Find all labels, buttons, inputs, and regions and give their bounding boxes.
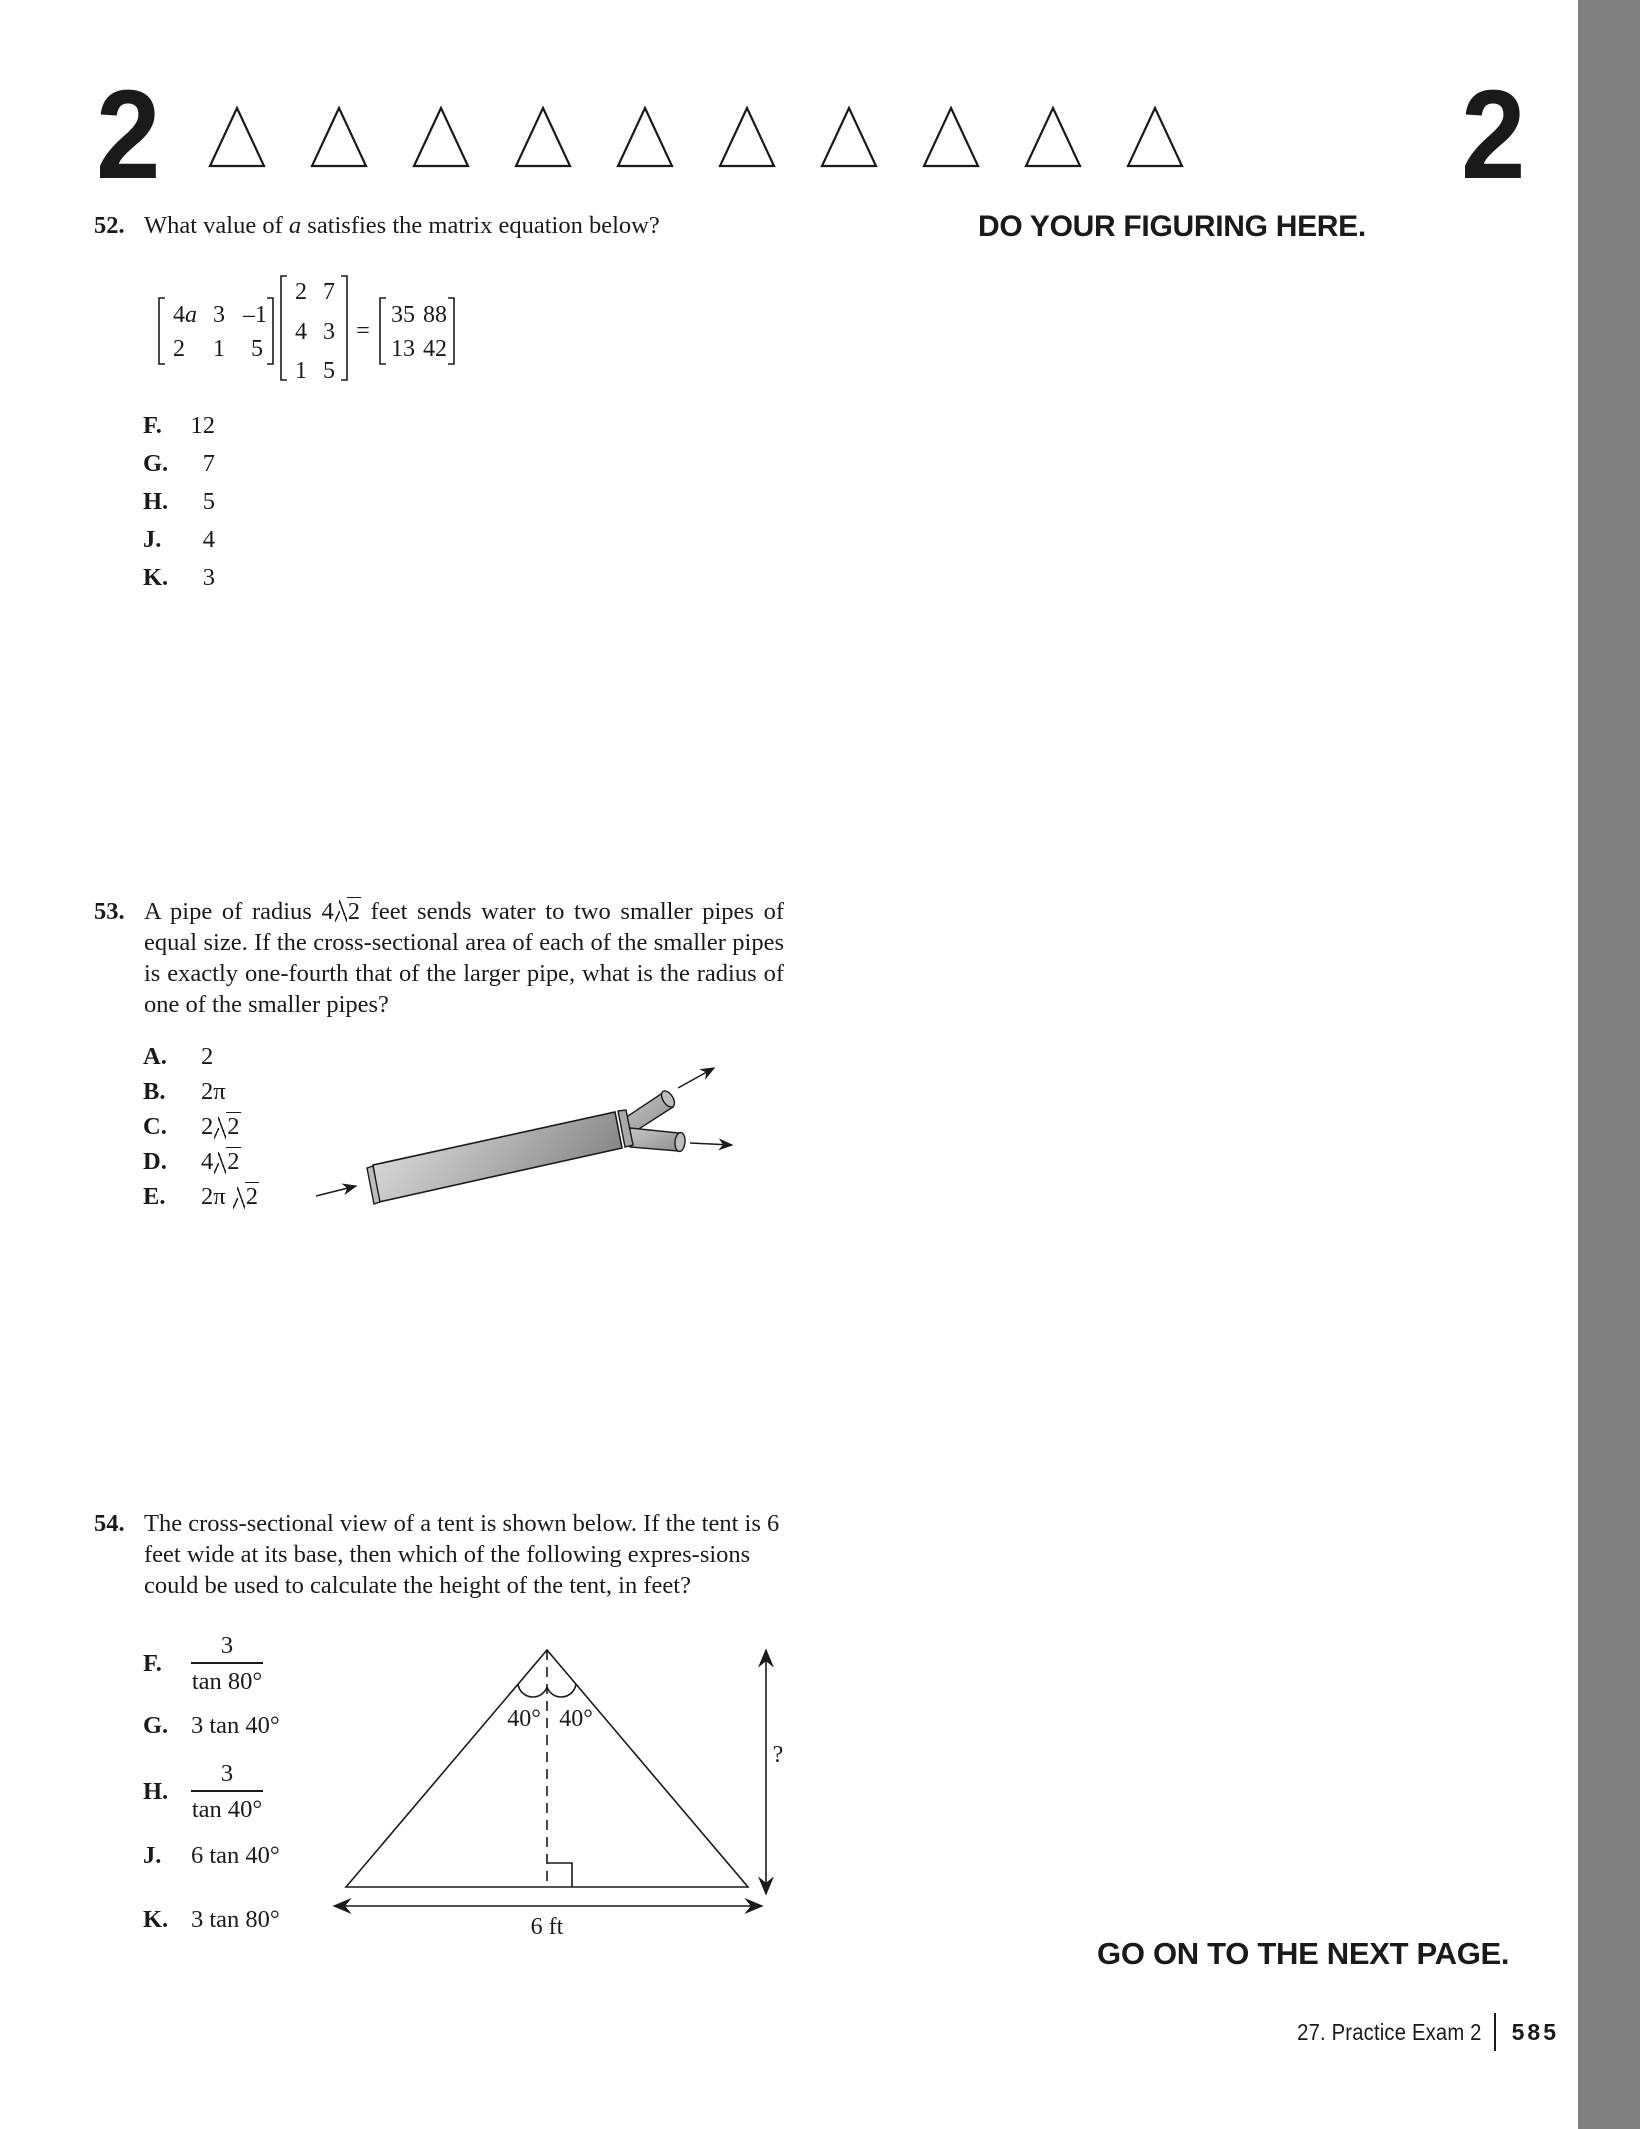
- sqrt-symbol: [214, 1113, 240, 1141]
- angle-label-left: 40°: [507, 1706, 541, 1732]
- matrix-cell: 7: [323, 279, 335, 305]
- small-pipe-lower: [630, 1128, 686, 1152]
- choice-value: 3 tan 80°: [191, 1906, 280, 1933]
- variable-a: a: [185, 302, 197, 328]
- matrix-cell: 5: [323, 358, 335, 384]
- question-53: [94, 896, 784, 1020]
- section-triangle-icon: [210, 108, 264, 166]
- middle-matrix-bracket-open: [281, 276, 287, 380]
- question-52: [94, 210, 794, 241]
- fraction-bar: [191, 1790, 263, 1792]
- height-label: ?: [772, 1742, 784, 1768]
- left-matrix-bracket-open: [159, 298, 165, 364]
- choice-letter: D.: [143, 1148, 167, 1175]
- footer-divider: [1494, 2013, 1496, 2051]
- choice-value: [191, 1760, 263, 1824]
- flow-arrow-out-lower: [690, 1143, 732, 1145]
- question-text-part: A pipe of radius: [144, 898, 322, 925]
- chapter-label: 27. Practice Exam 2: [1297, 2018, 1482, 2045]
- choice-coefficient: 4: [201, 1148, 214, 1175]
- result-matrix-bracket-open: [380, 298, 386, 364]
- question-number: 52.: [94, 212, 125, 239]
- section-triangle-icon: [312, 108, 366, 166]
- choice-letter: F.: [143, 1650, 162, 1677]
- section-triangle-icon: [924, 108, 978, 166]
- question-text-part: satisfies the matrix equation below?: [301, 212, 660, 239]
- radicand: 2: [227, 1113, 240, 1140]
- matrix-cell: 1: [295, 358, 307, 384]
- flow-arrow-in: [316, 1186, 356, 1196]
- question-text-part: feet sends water to two smaller pipes of equal size. If the cross-sectional area of each of the smaller pipes is exactly one-fourth that of the larger pipe, what is the radius of one of the smaller pipes?: [144, 898, 784, 1018]
- section-triangle-icon: [822, 108, 876, 166]
- figuring-label: DO YOUR FIGURING HERE.: [978, 210, 1366, 243]
- choice-letter: K.: [143, 564, 169, 591]
- section-triangle-icon: [1128, 108, 1182, 166]
- choice-value: 3 tan 40°: [191, 1712, 280, 1739]
- fraction-numerator: 3: [220, 1632, 234, 1659]
- pipe-figure: [300, 1050, 760, 1220]
- matrix-cell: 4a: [173, 302, 197, 328]
- fraction-denominator: tan 40°: [191, 1795, 263, 1823]
- choice-letter: J.: [143, 526, 162, 553]
- tent-figure: [320, 1630, 790, 1950]
- choice-value: 6 tan 40°: [191, 1842, 280, 1869]
- section-triangle-icon: [720, 108, 774, 166]
- fraction-denominator: tan 80°: [191, 1667, 263, 1695]
- right-angle-mark: [547, 1863, 572, 1887]
- choice-letter: F.: [143, 412, 162, 439]
- choice-letter: H.: [143, 1778, 169, 1805]
- choice-letter: B.: [143, 1078, 166, 1105]
- equals-sign: =: [356, 318, 370, 344]
- question-text: The cross-sectional view of a tent is shown below. If the tent is 6 feet wide at its base, then which of the following expres-sions could be used to calculate the height of the tent, in feet?: [144, 1510, 780, 1599]
- matrix-cell: 1: [213, 336, 225, 362]
- page-edge-tab: [1578, 0, 1640, 2129]
- choice-value: [201, 1183, 259, 1211]
- choice-coefficient: 2π: [201, 1183, 232, 1210]
- section-triangle-icon: [414, 108, 468, 166]
- fraction: [191, 1632, 263, 1696]
- choice-value: 5: [202, 488, 215, 515]
- base-label: 6 ft: [530, 1914, 564, 1940]
- choice-value: 7: [202, 450, 215, 477]
- question-text: [144, 210, 794, 241]
- choice-coefficient: 2: [201, 1113, 214, 1140]
- choice-letter: H.: [143, 488, 169, 515]
- radius-coefficient: 4: [321, 898, 334, 925]
- matrix-cell: 42: [423, 336, 447, 362]
- section-number-left: 2: [96, 64, 161, 205]
- choice-value: [201, 1148, 241, 1176]
- matrix-cell: 5: [251, 336, 263, 362]
- section-triangle-row: [0, 0, 1640, 205]
- choice-value: [201, 1043, 213, 1071]
- matrix-cell: 2: [173, 336, 185, 362]
- section-triangle-icon: [516, 108, 570, 166]
- choice-value: 4: [202, 526, 215, 553]
- flow-arrow-out-upper: [678, 1068, 714, 1088]
- choice-value: [201, 1113, 241, 1141]
- radicand: 2: [245, 1183, 258, 1210]
- matrix-cell: 2: [295, 279, 307, 305]
- question-54: [94, 1508, 784, 1601]
- page-footer: [1272, 2012, 1559, 2052]
- sqrt-symbol: [335, 896, 361, 927]
- sqrt-symbol: [233, 1183, 259, 1211]
- question-number: 53.: [94, 898, 125, 925]
- choice-letter: C.: [143, 1113, 167, 1140]
- matrix-cell: 13: [391, 336, 415, 362]
- left-matrix-bracket-close: [267, 298, 273, 364]
- angle-label-right: 40°: [559, 1706, 593, 1732]
- main-pipe: [373, 1112, 622, 1202]
- choice-value: [201, 1078, 226, 1106]
- matrix-cell: 35: [391, 302, 415, 328]
- choice-letter: J.: [143, 1842, 162, 1869]
- fraction: [191, 1760, 263, 1824]
- matrix-cell: –1: [243, 302, 267, 328]
- matrix-equation: [145, 268, 485, 388]
- small-pipe-upper: [622, 1089, 677, 1134]
- matrix-cell: 4: [295, 319, 307, 345]
- matrix-cell: 88: [423, 302, 447, 328]
- page-number: 585: [1511, 2018, 1559, 2045]
- section-triangle-icon: [1026, 108, 1080, 166]
- fraction-bar: [191, 1662, 263, 1664]
- question-text: [144, 896, 784, 1020]
- choice-coefficient: 2π: [201, 1078, 226, 1105]
- radicand: 2: [347, 898, 360, 925]
- choice-letter: A.: [143, 1043, 167, 1070]
- choice-value: 12: [190, 412, 215, 439]
- go-to-next-page-label: GO ON TO THE NEXT PAGE.: [1097, 1936, 1510, 1971]
- section-number-right: 2: [1461, 64, 1526, 205]
- matrix-cell: 3: [213, 302, 225, 328]
- choice-coefficient: 2: [201, 1043, 214, 1070]
- question-number: 54.: [94, 1510, 125, 1537]
- result-matrix-bracket-close: [448, 298, 454, 364]
- choice-letter: G.: [143, 450, 169, 477]
- choice-value: [191, 1632, 263, 1696]
- fraction-numerator: 3: [220, 1760, 234, 1787]
- choice-letter: E.: [143, 1183, 166, 1210]
- choice-value: 3: [202, 564, 215, 591]
- middle-matrix-bracket-close: [341, 276, 347, 380]
- radicand: 2: [227, 1148, 240, 1175]
- choice-letter: K.: [143, 1906, 169, 1933]
- choice-letter: G.: [143, 1712, 169, 1739]
- section-triangle-icon: [618, 108, 672, 166]
- matrix-cell: 3: [323, 319, 335, 345]
- question-text-part: What value of: [144, 212, 289, 239]
- sqrt-symbol: [214, 1148, 240, 1176]
- variable-a: a: [288, 212, 302, 239]
